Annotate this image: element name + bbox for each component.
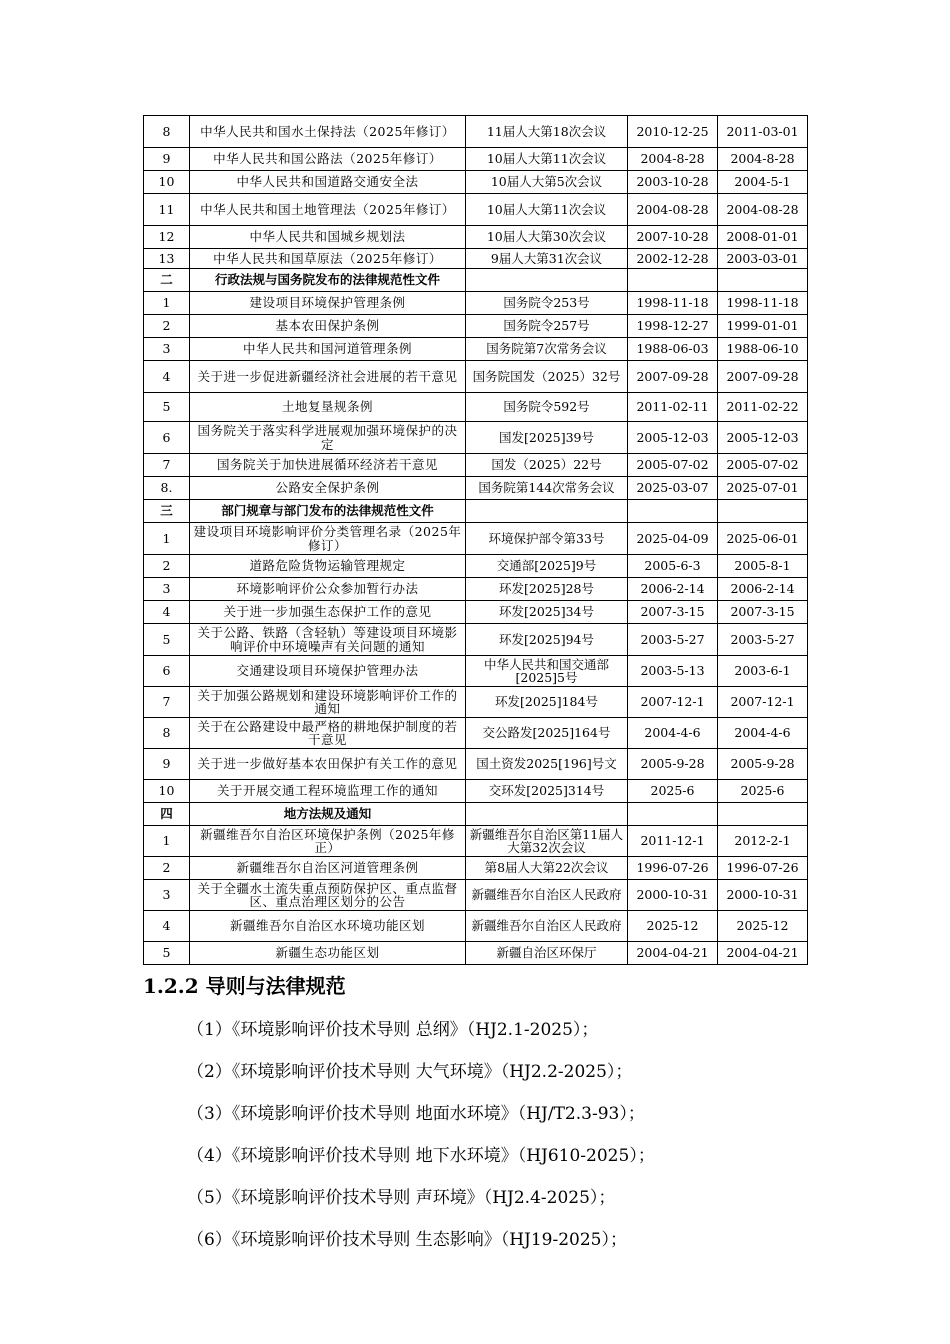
row-authority: 新疆维吾尔自治区人民政府 [466, 911, 628, 942]
table-row [144, 656, 808, 687]
table-row [144, 578, 808, 601]
reference-item: （4）《环境影响评价技术导则 地下水环境》（HJ610-2025）； [187, 1146, 655, 1166]
section-row [144, 500, 808, 523]
row-effective-date: 1999-01-01 [718, 315, 808, 338]
row-number: 12 [144, 226, 190, 249]
row-effective-date: 2011-03-01 [718, 116, 808, 148]
row-effective-date: 2025-07-01 [718, 477, 808, 500]
table-row [144, 687, 808, 718]
row-authority: 中华人民共和国交通部[2025]5号 [466, 656, 628, 687]
row-number: 5 [144, 393, 190, 422]
row-number: 4 [144, 601, 190, 624]
row-effective-date: 2005-9-28 [718, 749, 808, 780]
row-title: 中华人民共和国草原法（2025年修订） [190, 249, 466, 269]
row-effective-date [718, 803, 808, 826]
table-row [144, 226, 808, 249]
table-row [144, 555, 808, 578]
row-issued-date: 1998-11-18 [628, 292, 718, 315]
row-number: 四 [144, 803, 190, 826]
regulations-table [143, 115, 808, 965]
row-number: 3 [144, 880, 190, 911]
row-issued-date: 2002-12-28 [628, 249, 718, 269]
reference-item: （3）《环境影响评价技术导则 地面水环境》（HJ/T2.3-93）； [187, 1104, 645, 1124]
row-title: 中华人民共和国水土保持法（2025年修订） [190, 116, 466, 148]
row-title: 中华人民共和国土地管理法（2025年修订） [190, 194, 466, 226]
row-title: 环境影响评价公众参加暂行办法 [190, 578, 466, 601]
row-number: 9 [144, 749, 190, 780]
row-title: 新疆维吾尔自治区水环境功能区划 [190, 911, 466, 942]
row-title: 部门规章与部门发布的法律规范性文件 [190, 500, 466, 523]
row-effective-date: 2004-04-21 [718, 942, 808, 965]
table-row [144, 880, 808, 911]
row-number: 2 [144, 315, 190, 338]
table-row [144, 422, 808, 454]
row-effective-date: 2004-4-6 [718, 718, 808, 749]
row-authority: 10届人大第5次会议 [466, 171, 628, 194]
table-row [144, 523, 808, 555]
table-row [144, 857, 808, 880]
row-issued-date: 2005-07-02 [628, 454, 718, 477]
row-issued-date: 2007-12-1 [628, 687, 718, 718]
row-number: 7 [144, 687, 190, 718]
row-issued-date: 2007-3-15 [628, 601, 718, 624]
row-issued-date: 2004-4-6 [628, 718, 718, 749]
row-issued-date: 2003-10-28 [628, 171, 718, 194]
row-number: 2 [144, 857, 190, 880]
row-title: 建设项目环境影响评价分类管理名录（2025年修订） [190, 523, 466, 555]
row-issued-date [628, 269, 718, 292]
row-issued-date: 2004-8-28 [628, 148, 718, 171]
row-effective-date: 2012-2-1 [718, 826, 808, 857]
row-effective-date: 2003-5-27 [718, 624, 808, 656]
row-authority: 国发[2025]39号 [466, 422, 628, 454]
row-title: 公路安全保护条例 [190, 477, 466, 500]
row-issued-date: 2011-12-1 [628, 826, 718, 857]
row-authority: 第8届人大第22次会议 [466, 857, 628, 880]
table-row [144, 194, 808, 226]
row-number: 1 [144, 523, 190, 555]
table-row [144, 780, 808, 803]
row-issued-date: 2005-6-3 [628, 555, 718, 578]
row-issued-date: 2007-10-28 [628, 226, 718, 249]
row-number: 5 [144, 942, 190, 965]
row-number: 二 [144, 269, 190, 292]
row-effective-date: 1996-07-26 [718, 857, 808, 880]
row-number: 11 [144, 194, 190, 226]
table-row [144, 393, 808, 422]
row-issued-date: 2003-5-27 [628, 624, 718, 656]
row-effective-date: 2008-01-01 [718, 226, 808, 249]
row-title: 关于公路、铁路（含轻轨）等建设项目环境影响评价中环境噪声有关问题的通知 [190, 624, 466, 656]
row-number: 7 [144, 454, 190, 477]
table-row [144, 315, 808, 338]
row-number: 1 [144, 826, 190, 857]
row-number: 三 [144, 500, 190, 523]
row-effective-date: 2007-09-28 [718, 361, 808, 393]
table-row [144, 477, 808, 500]
row-authority: 环发[2025]184号 [466, 687, 628, 718]
reference-item: （6）《环境影响评价技术导则 生态影响》（HJ19-2025）； [187, 1230, 627, 1250]
row-issued-date: 2004-08-28 [628, 194, 718, 226]
row-title: 交通建设项目环境保护管理办法 [190, 656, 466, 687]
row-authority: 环发[2025]94号 [466, 624, 628, 656]
row-title: 关于进一步促进新疆经济社会进展的若干意见 [190, 361, 466, 393]
row-issued-date: 2025-12 [628, 911, 718, 942]
row-effective-date: 2011-02-22 [718, 393, 808, 422]
row-authority: 11届人大第18次会议 [466, 116, 628, 148]
row-title: 国务院关于加快进展循环经济若干意见 [190, 454, 466, 477]
reference-item: （2）《环境影响评价技术导则 大气环境》（HJ2.2-2025）； [187, 1062, 633, 1082]
row-title: 土地复垦规条例 [190, 393, 466, 422]
row-effective-date: 1988-06-10 [718, 338, 808, 361]
regulations-table-body [144, 116, 808, 965]
row-issued-date [628, 500, 718, 523]
row-title: 关于加强公路规划和建设环境影响评价工作的通知 [190, 687, 466, 718]
row-authority: 10届人大第30次会议 [466, 226, 628, 249]
row-number: 1 [144, 292, 190, 315]
table-row [144, 116, 808, 148]
row-issued-date: 2005-12-03 [628, 422, 718, 454]
row-authority: 10届人大第11次会议 [466, 194, 628, 226]
row-issued-date: 2005-9-28 [628, 749, 718, 780]
row-issued-date: 1996-07-26 [628, 857, 718, 880]
row-effective-date [718, 269, 808, 292]
row-title: 地方法规及通知 [190, 803, 466, 826]
row-authority: 环发[2025]34号 [466, 601, 628, 624]
row-authority: 新疆维吾尔自治区第11届人大第32次会议 [466, 826, 628, 857]
row-authority: 10届人大第11次会议 [466, 148, 628, 171]
row-authority [466, 803, 628, 826]
row-authority: 新疆自治区环保厅 [466, 942, 628, 965]
row-issued-date: 2025-03-07 [628, 477, 718, 500]
row-authority: 交公路发[2025]164号 [466, 718, 628, 749]
row-number: 8 [144, 718, 190, 749]
row-authority: 交通部[2025]9号 [466, 555, 628, 578]
row-authority: 国务院令253号 [466, 292, 628, 315]
row-number: 4 [144, 361, 190, 393]
row-effective-date [718, 500, 808, 523]
row-number: 8 [144, 116, 190, 148]
row-title: 建设项目环境保护管理条例 [190, 292, 466, 315]
row-issued-date: 1988-06-03 [628, 338, 718, 361]
table-row [144, 249, 808, 269]
row-issued-date: 2025-6 [628, 780, 718, 803]
section-row [144, 803, 808, 826]
row-title: 行政法规与国务院发布的法律规范性文件 [190, 269, 466, 292]
row-authority: 国务院令257号 [466, 315, 628, 338]
table-row [144, 624, 808, 656]
row-title: 中华人民共和国公路法（2025年修订） [190, 148, 466, 171]
row-effective-date: 2025-6 [718, 780, 808, 803]
reference-list [187, 1017, 655, 1269]
row-effective-date: 2007-12-1 [718, 687, 808, 718]
row-effective-date: 2004-8-28 [718, 148, 808, 171]
row-authority [466, 500, 628, 523]
row-effective-date: 2005-07-02 [718, 454, 808, 477]
row-effective-date: 2003-6-1 [718, 656, 808, 687]
row-title: 关于进一步加强生态保护工作的意见 [190, 601, 466, 624]
row-number: 2 [144, 555, 190, 578]
table-row [144, 911, 808, 942]
row-effective-date: 2005-8-1 [718, 555, 808, 578]
row-issued-date: 2004-04-21 [628, 942, 718, 965]
row-issued-date: 2011-02-11 [628, 393, 718, 422]
row-title: 关于全疆水土流失重点预防保护区、重点监督区、重点治理区划分的公告 [190, 880, 466, 911]
row-title: 中华人民共和国河道管理条例 [190, 338, 466, 361]
row-effective-date: 2000-10-31 [718, 880, 808, 911]
table-row [144, 338, 808, 361]
row-title: 新疆维吾尔自治区河道管理条例 [190, 857, 466, 880]
row-number: 6 [144, 422, 190, 454]
row-effective-date: 2004-5-1 [718, 171, 808, 194]
row-effective-date: 2007-3-15 [718, 601, 808, 624]
row-title: 关于在公路建设中最严格的耕地保护制度的若干意见 [190, 718, 466, 749]
table-row [144, 749, 808, 780]
row-effective-date: 2025-06-01 [718, 523, 808, 555]
row-authority: 环发[2025]28号 [466, 578, 628, 601]
row-title: 中华人民共和国道路交通安全法 [190, 171, 466, 194]
row-authority: 国发（2025）22号 [466, 454, 628, 477]
row-title: 中华人民共和国城乡规划法 [190, 226, 466, 249]
table-row [144, 601, 808, 624]
row-issued-date: 2025-04-09 [628, 523, 718, 555]
row-effective-date: 2004-08-28 [718, 194, 808, 226]
row-title: 基本农田保护条例 [190, 315, 466, 338]
table-row [144, 942, 808, 965]
row-issued-date: 2000-10-31 [628, 880, 718, 911]
row-issued-date: 2007-09-28 [628, 361, 718, 393]
row-title: 道路危险货物运输管理规定 [190, 555, 466, 578]
row-authority: 国土资发2025[196]号文 [466, 749, 628, 780]
row-number: 10 [144, 171, 190, 194]
row-number: 13 [144, 249, 190, 269]
reference-item: （5）《环境影响评价技术导则 声环境》（HJ2.4-2025）； [187, 1188, 616, 1208]
row-issued-date [628, 803, 718, 826]
table-row [144, 292, 808, 315]
row-authority: 国务院令592号 [466, 393, 628, 422]
row-authority [466, 269, 628, 292]
row-title: 关于进一步做好基本农田保护有关工作的意见 [190, 749, 466, 780]
row-authority: 国务院第7次常务会议 [466, 338, 628, 361]
row-title: 国务院关于落实科学进展观加强环境保护的决定 [190, 422, 466, 454]
table-row [144, 454, 808, 477]
table-row [144, 171, 808, 194]
row-issued-date: 1998-12-27 [628, 315, 718, 338]
row-number: 3 [144, 338, 190, 361]
row-authority: 国务院第144次常务会议 [466, 477, 628, 500]
row-number: 8. [144, 477, 190, 500]
row-number: 10 [144, 780, 190, 803]
row-number: 3 [144, 578, 190, 601]
row-authority: 交环发[2025]314号 [466, 780, 628, 803]
table-row [144, 718, 808, 749]
row-effective-date: 2005-12-03 [718, 422, 808, 454]
table-row [144, 148, 808, 171]
row-effective-date: 1998-11-18 [718, 292, 808, 315]
row-number: 6 [144, 656, 190, 687]
row-number: 5 [144, 624, 190, 656]
table-row [144, 361, 808, 393]
row-title: 关于开展交通工程环境监理工作的通知 [190, 780, 466, 803]
row-issued-date: 2010-12-25 [628, 116, 718, 148]
row-title: 新疆生态功能区划 [190, 942, 466, 965]
row-effective-date: 2003-03-01 [718, 249, 808, 269]
row-authority: 环境保护部令第33号 [466, 523, 628, 555]
row-effective-date: 2006-2-14 [718, 578, 808, 601]
row-title: 新疆维吾尔自治区环境保护条例（2025年修正） [190, 826, 466, 857]
row-authority: 国务院国发（2025）32号 [466, 361, 628, 393]
row-number: 9 [144, 148, 190, 171]
row-number: 4 [144, 911, 190, 942]
section-heading: 1.2.2 导则与法律规范 [143, 974, 346, 998]
table-row [144, 826, 808, 857]
row-issued-date: 2003-5-13 [628, 656, 718, 687]
row-effective-date: 2025-12 [718, 911, 808, 942]
row-issued-date: 2006-2-14 [628, 578, 718, 601]
reference-item: （1）《环境影响评价技术导则 总纲》（HJ2.1-2025）； [187, 1020, 599, 1040]
row-authority: 新疆维吾尔自治区人民政府 [466, 880, 628, 911]
row-authority: 9届人大第31次会议 [466, 249, 628, 269]
section-row [144, 269, 808, 292]
